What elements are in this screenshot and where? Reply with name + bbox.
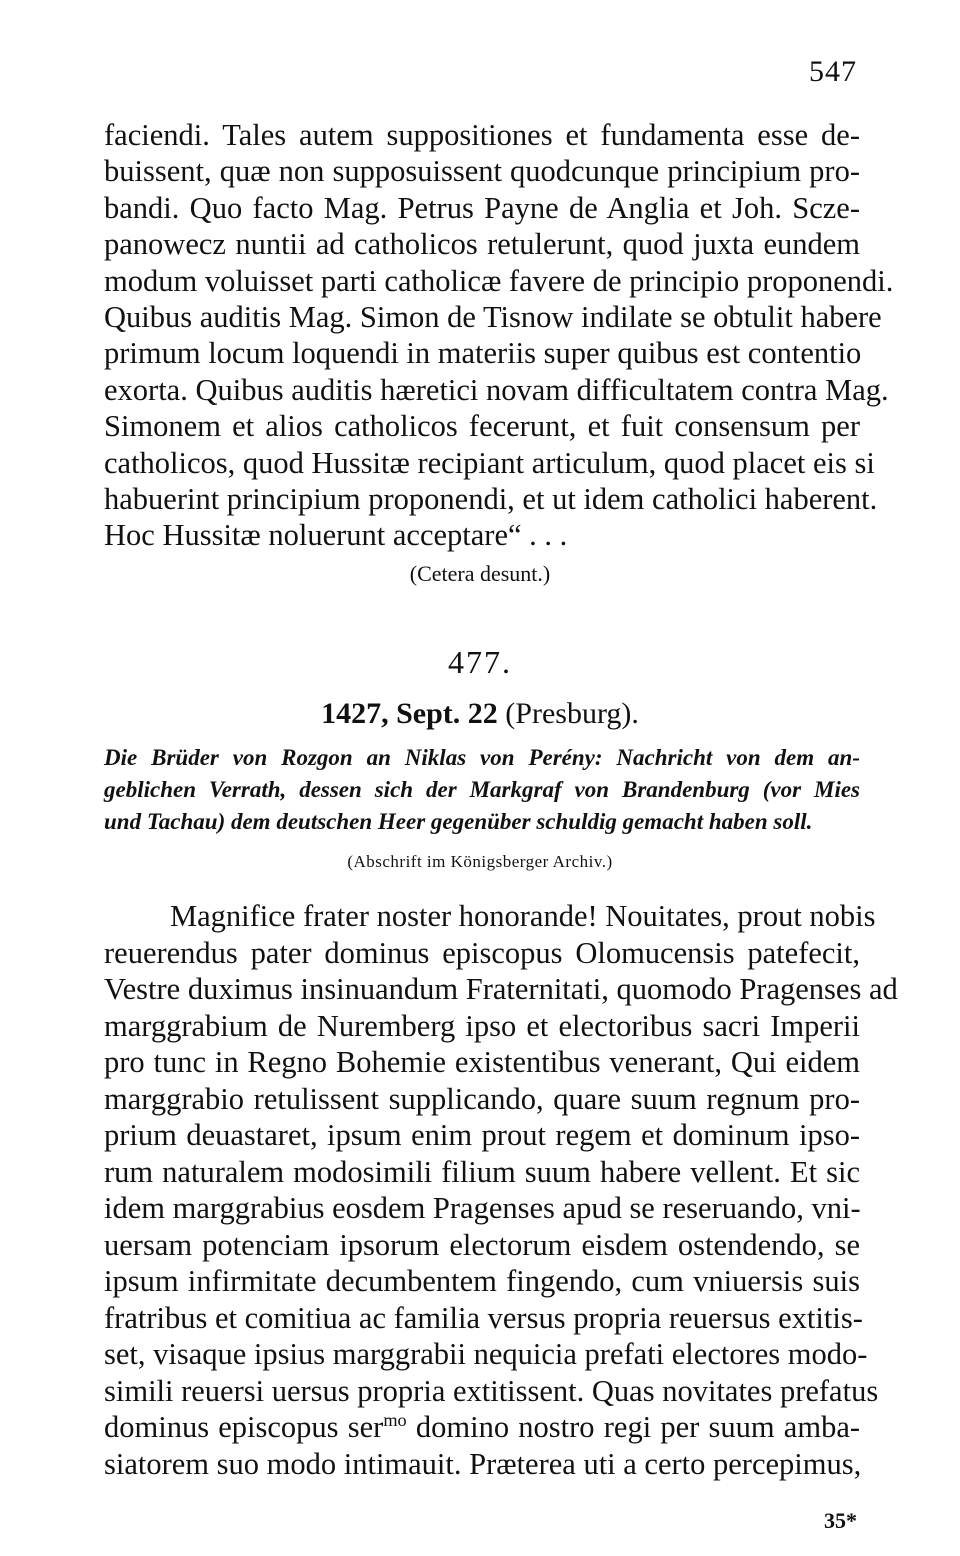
text-line: idem marggrabius eosdem Pragenses apud se reseruando, vni- xyxy=(104,1191,861,1225)
text-line: modum voluisset parti catholicæ favere de principio proponendi. xyxy=(104,263,894,298)
text-line: simili reuersi uersus propria extitissent. Quas novitates prefatus xyxy=(104,1373,879,1408)
text-line: Hoc Hussitæ noluerunt acceptare“ . . . xyxy=(104,518,568,553)
text-line: reuerendus pater dominus episcopus Olomucensis patefecit, xyxy=(104,935,860,970)
signature-mark: 35* xyxy=(824,1508,857,1533)
text-fragment: domino nostro regi per suum amba- xyxy=(406,1410,861,1444)
text-line: Simonem et alios catholicos fecerunt, et fuit consensum per xyxy=(104,409,860,444)
text-line: catholicos, quod Hussitæ recipiant articulum, quod placet eis si xyxy=(104,445,875,480)
source-note: (Abschrift im Königsberger Archiv.) xyxy=(347,852,613,871)
text-line: fratribus et comitiua ac familia versus propria reuersus extitis- xyxy=(104,1300,863,1335)
text-line: marggrabium de Nuremberg ipso et electoribus sacri Imperii xyxy=(104,1008,860,1043)
text-line: marggrabio retulissent supplicando, quare suum regnum pro- xyxy=(104,1081,860,1116)
text-line: bandi. Quo facto Mag. Petrus Payne de Anglia et Joh. Scze- xyxy=(104,190,860,225)
document-number: 477. xyxy=(448,644,512,680)
text-line: habuerint principium proponendi, et ut idem catholici haberent. xyxy=(104,481,878,516)
text-line: faciendi. Tales autem suppositiones et fundamenta esse de- xyxy=(104,118,860,152)
place: (Presburg). xyxy=(505,697,639,730)
summary-line: geblichen Verrath, dessen sich der Markgraf von Brandenburg (vor Mies xyxy=(104,777,860,803)
text-line xyxy=(104,1409,860,1446)
summary-line: und Tachau) dem deutschen Heer gegenüber schuldig gemacht haben soll. xyxy=(104,809,813,835)
text-line: siatorem suo modo intimauit. Præterea uti a certo percepimus, xyxy=(104,1446,862,1481)
text-line: primum locum loquendi in materiis super quibus est contentio xyxy=(104,336,862,371)
text-line: exorta. Quibus auditis hæretici novam difficultatem contra Mag. xyxy=(104,372,889,407)
text-line: buissent, quæ non supposuissent quodcunque principium pro- xyxy=(104,154,860,189)
cetera-note: (Cetera desunt.) xyxy=(409,561,551,586)
text-fragment: dominus episcopus ser xyxy=(104,1410,384,1444)
date: 1427, Sept. 22 xyxy=(321,697,498,730)
text-line: panowecz nuntii ad catholicos retulerunt, quod juxta eundem xyxy=(104,227,860,262)
text-line: set, visaque ipsius marggrabii nequicia prefati electores modo- xyxy=(104,1337,868,1371)
letter-body xyxy=(104,898,898,1482)
text-line: Vestre duximus insinuandum Fraternitati, quomodo Pragenses ad xyxy=(104,972,898,1006)
text-line: Magnifice frater noster honorande! Nouitates, prout nobis xyxy=(170,899,876,933)
continuation-paragraph xyxy=(104,117,894,554)
page-number: 547 xyxy=(809,55,857,88)
superscript: mo xyxy=(383,1409,407,1430)
text-line: uersam potenciam ipsorum electorum eisdem ostendendo, se xyxy=(104,1227,860,1262)
text-line: ipsum infirmitate decumbentem fingendo, cum vniuersis suis xyxy=(104,1264,860,1298)
summary-line: Die Brüder von Rozgon an Niklas von Perény: Nachricht von dem an- xyxy=(104,745,860,770)
summary-heading xyxy=(104,742,860,839)
text-line: rum naturalem modosimili filium suum habere vellent. Et sic xyxy=(104,1154,860,1189)
text-line: Quibus auditis Mag. Simon de Tisnow indilate se obtulit habere xyxy=(104,299,882,334)
date-line xyxy=(0,697,960,731)
text-line: pro tunc in Regno Bohemie existentibus venerant, Qui eidem xyxy=(104,1045,860,1079)
text-line: prium deuastaret, ipsum enim prout regem et dominum ipso- xyxy=(104,1118,860,1152)
